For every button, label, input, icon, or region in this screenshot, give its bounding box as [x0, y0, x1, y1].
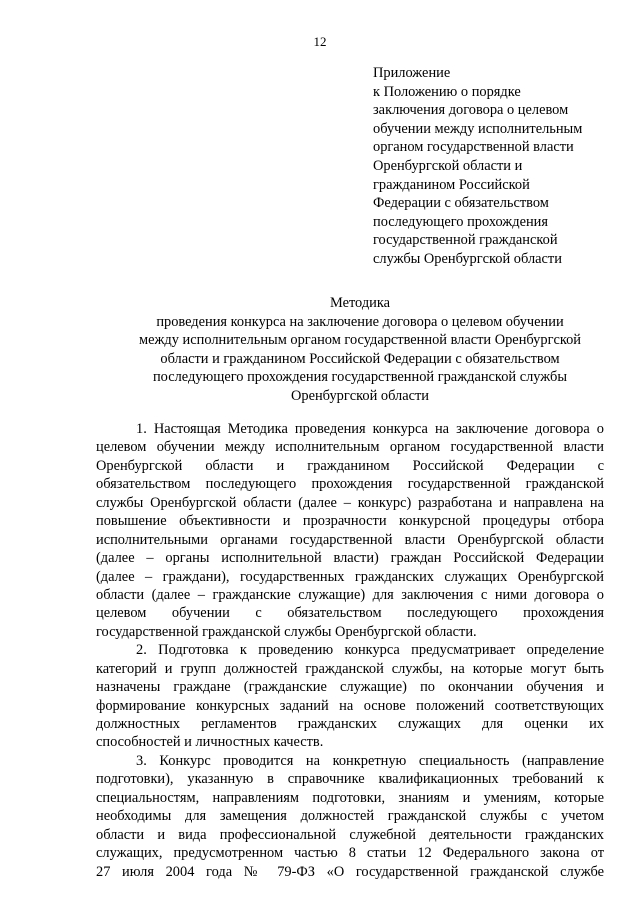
paragraph-1-line: государственной гражданской службы Оренбургской области. — [96, 623, 477, 640]
document-body — [96, 420, 604, 881]
appendix-line: органом государственной власти — [373, 139, 574, 156]
paragraph-3-line: необходимы для замещения должностей гражданской службы с учетом — [96, 808, 604, 825]
title-line: проведения конкурса на заключение договора о целевом обучении — [156, 313, 564, 330]
paragraph-2-line: категорий и групп должностей гражданской службы, на которые могут быть — [96, 660, 604, 677]
document-title — [60, 294, 640, 406]
paragraph-2-line: должностных регламентов гражданских служащих для оценки их — [96, 716, 604, 732]
title-heading: Методика — [329, 295, 391, 311]
title-line: между исполнительным органом государственной власти Оренбургской — [138, 332, 582, 349]
paragraph-1-line: (далее – органы исполнительной власти) граждан Российской Федерации — [96, 550, 604, 567]
paragraph-3-line: подготовки), указанную в справочнике квалификационных требований к — [96, 771, 604, 788]
appendix-line: службы Оренбургской области — [373, 250, 562, 267]
title-line: области и гражданином Российской Федерации с обязательством — [160, 350, 560, 367]
appendix-line: заключения договора о целевом — [373, 102, 569, 119]
page-number: 12 — [313, 34, 327, 49]
paragraph-2-line: способностей и личностных качеств. — [96, 734, 324, 751]
paragraph-1-line: исполнительными органами государственной власти Оренбургской области — [96, 531, 604, 548]
paragraph-3-line: области и вида профессиональной служебной деятельности гражданских — [96, 826, 604, 843]
paragraph-1-line: службы Оренбургской области (далее – конкурс) разработана и направлена на — [96, 494, 604, 511]
paragraph-1-line: обязательством последующего прохождения государственной гражданской — [96, 476, 604, 493]
appendix-note — [373, 64, 623, 269]
appendix-line: Федерации с обязательством — [373, 195, 549, 212]
appendix-line: последующего прохождения — [373, 213, 548, 230]
paragraph-1-line: области (далее – гражданские служащие) для заключения с ними договора о — [96, 586, 604, 603]
appendix-line: Приложение — [373, 65, 451, 81]
paragraph-1-line: (далее – граждани), государственных гражданских служащих Оренбургской — [96, 568, 604, 585]
paragraph-2-line: формирование конкурсных заданий на основе положений соответствующих — [96, 697, 604, 714]
paragraph-3-line: служащих, предусмотренном частью 8 статьи 12 Федерального закона от — [96, 845, 604, 862]
appendix-line: Оренбургской области и — [373, 157, 523, 174]
appendix-line: государственной гражданской — [373, 232, 558, 249]
paragraph-1-line: Оренбургской области и гражданином Российской Федерации с — [96, 457, 604, 474]
paragraph-3-line: 3. Конкурс проводится на конкретную специальность (направление — [136, 752, 604, 769]
appendix-line: к Положению о порядке — [373, 83, 521, 100]
paragraph-3-line: 27 июля 2004 года № 79-ФЗ «О государственной гражданской службе — [96, 863, 604, 880]
paragraph-2-line: назначены граждане (гражданские служащие) по окончании обучения и — [96, 679, 604, 696]
paragraph-1-line: целевом обучении между исполнительным органом государственной власти — [96, 439, 604, 456]
title-line: Оренбургской области — [291, 387, 429, 404]
paragraph-2-line: 2. Подготовка к проведению конкурса предусматривает определение — [136, 642, 604, 659]
paragraph-1-line: 1. Настоящая Методика проведения конкурса на заключение договора о — [136, 421, 604, 437]
paragraph-1-line: повышение объективности и прозрачности конкурсной процедуры отбора — [96, 513, 604, 530]
paragraph-1-line: целевом обучении с обязательством последующего прохождения — [96, 605, 604, 622]
appendix-line: обучении между исполнительным — [373, 120, 583, 137]
appendix-line: гражданином Российской — [373, 176, 530, 193]
title-line: последующего прохождения государственной гражданской службы — [152, 369, 568, 386]
paragraph-3-line: специальностям, направлениям подготовки, знаниям и умениям, которые — [96, 789, 604, 806]
